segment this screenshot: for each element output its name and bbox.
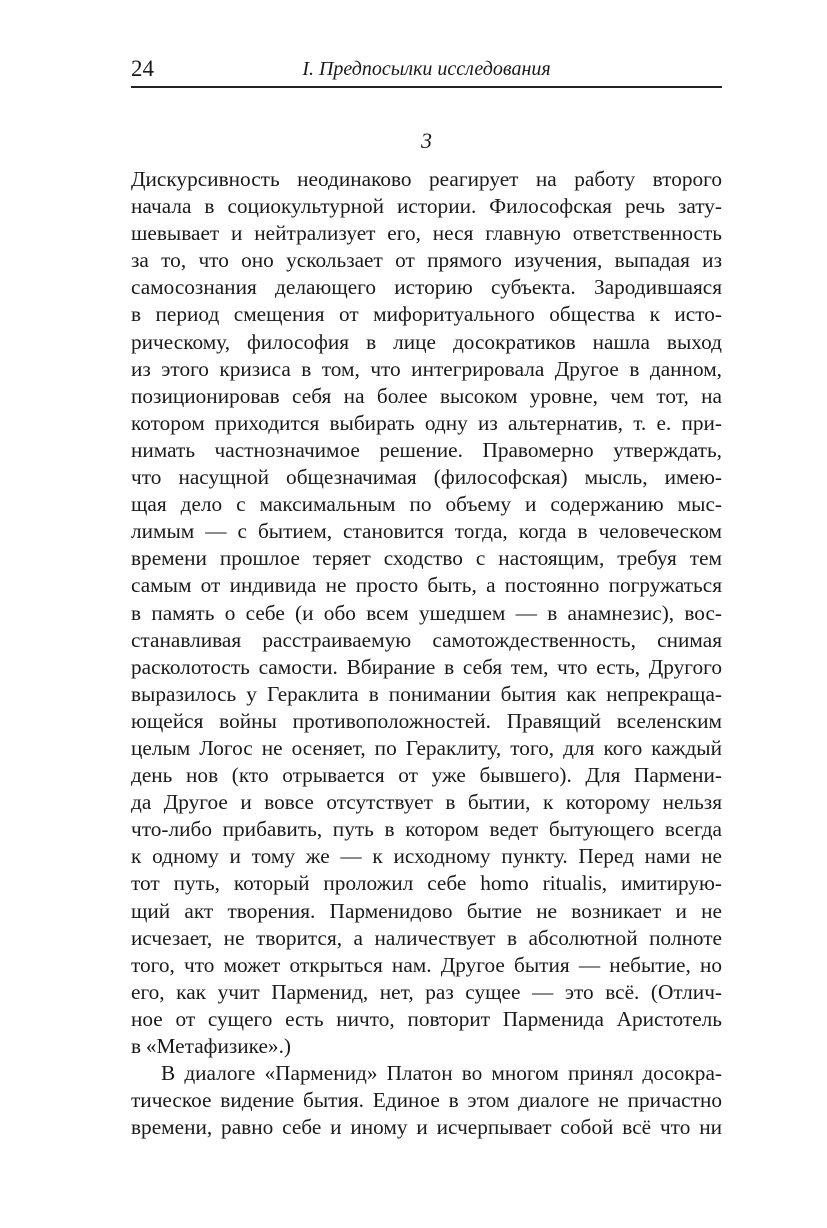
text-line: самым от индивида не просто быть, а постоянно погружаться	[131, 573, 722, 598]
body-text	[131, 166, 722, 1141]
text-line: да Другое и вовсе отсутствует в бытии, к которому нельзя	[131, 790, 722, 815]
text-line: что-либо прибавить, путь в котором ведет бытующего всегда	[131, 817, 722, 842]
text-line: из этого кризиса в том, что интегрировала Другое в данном,	[131, 356, 722, 381]
text-line: расколотость самости. Вбирание в себя тем, что есть, Другого	[131, 654, 722, 679]
page-number: 24	[131, 56, 154, 81]
text-line: станавливая расстраиваемую самотождественность, снимая	[131, 627, 722, 652]
running-title: I. Предпосылки исследования	[302, 58, 551, 80]
text-line: ющейся войны противоположностей. Правящий вселенским	[131, 708, 722, 733]
text-line: день нов (кто отрывается от уже бывшего). Для Пармени-	[131, 763, 722, 788]
text-line: в память о себе (и обо всем ушедшем — в анамнезис), вос-	[131, 600, 722, 625]
text-line: выразилось у Гераклита в понимании бытия как непрекраща-	[131, 681, 722, 706]
text-line: самосознания делающего историю субъекта. Зародившаяся	[131, 275, 722, 300]
text-line: ное от сущего есть ничто, повторит Парменида Аристотель	[131, 1006, 722, 1031]
text-line: лимым — с бытием, становится тогда, когда в человеческом	[131, 519, 722, 544]
text-line: нимать частнозначимое решение. Правомерно утверждать,	[131, 437, 722, 462]
text-line: что насущной общезначимая (философская) мысль, имею-	[131, 465, 722, 490]
text-line: тот путь, который проложил себе homo ritualis, имитирую-	[131, 871, 722, 896]
text-line: его, как учит Парменид, нет, раз сущее — это всё. (Отлич-	[131, 979, 722, 1004]
text-line: за то, что оно ускользает от прямого изучения, выпадая из	[131, 248, 722, 273]
text-line: исчезает, не творится, а наличествует в абсолютной полноте	[131, 925, 722, 950]
text-line: щая дело с максимальным по объему и содержанию мыс-	[131, 492, 722, 517]
section-number: 3	[421, 128, 432, 153]
text-line: рическому, философия в лице досократиков нашла выход	[131, 329, 722, 354]
text-line: позиционировав себя на более высоком уровне, чем тот, на	[131, 383, 722, 408]
text-line: времени, равно себе и иному и исчерпывает собой всё что ни	[131, 1115, 722, 1140]
text-line: тическое видение бытия. Единое в этом диалоге не причастно	[131, 1088, 722, 1113]
text-line: к одному и тому же — к исходному пункту. Перед нами не	[131, 844, 722, 869]
text-line: начала в социокультурной истории. Философская речь зату-	[131, 194, 722, 219]
text-line: котором приходится выбирать одну из альтернатив, т. е. при-	[131, 410, 722, 435]
text-line: того, что может открыться нам. Другое бытия — небытие, но	[131, 952, 722, 977]
text-line: Дискурсивность неодинаково реагирует на работу второго	[131, 167, 722, 191]
text-line: щий акт творения. Парменидово бытие не возникает и не	[131, 898, 722, 923]
text-line: В диалоге «Парменид» Платон во многом принял досокра-	[161, 1061, 722, 1086]
text-line: в «Метафизике».)	[131, 1034, 291, 1058]
header-rule	[131, 86, 722, 88]
text-line: в период смещения от мифоритуального общества к исто-	[131, 302, 722, 327]
text-line: шевывает и нейтрализует его, неся главную ответственность	[131, 221, 722, 246]
text-line: времени прошлое теряет сходство с настоящим, требуя тем	[131, 546, 722, 571]
text-line: целым Логос не осеняет, по Гераклиту, того, для кого каждый	[131, 735, 722, 760]
